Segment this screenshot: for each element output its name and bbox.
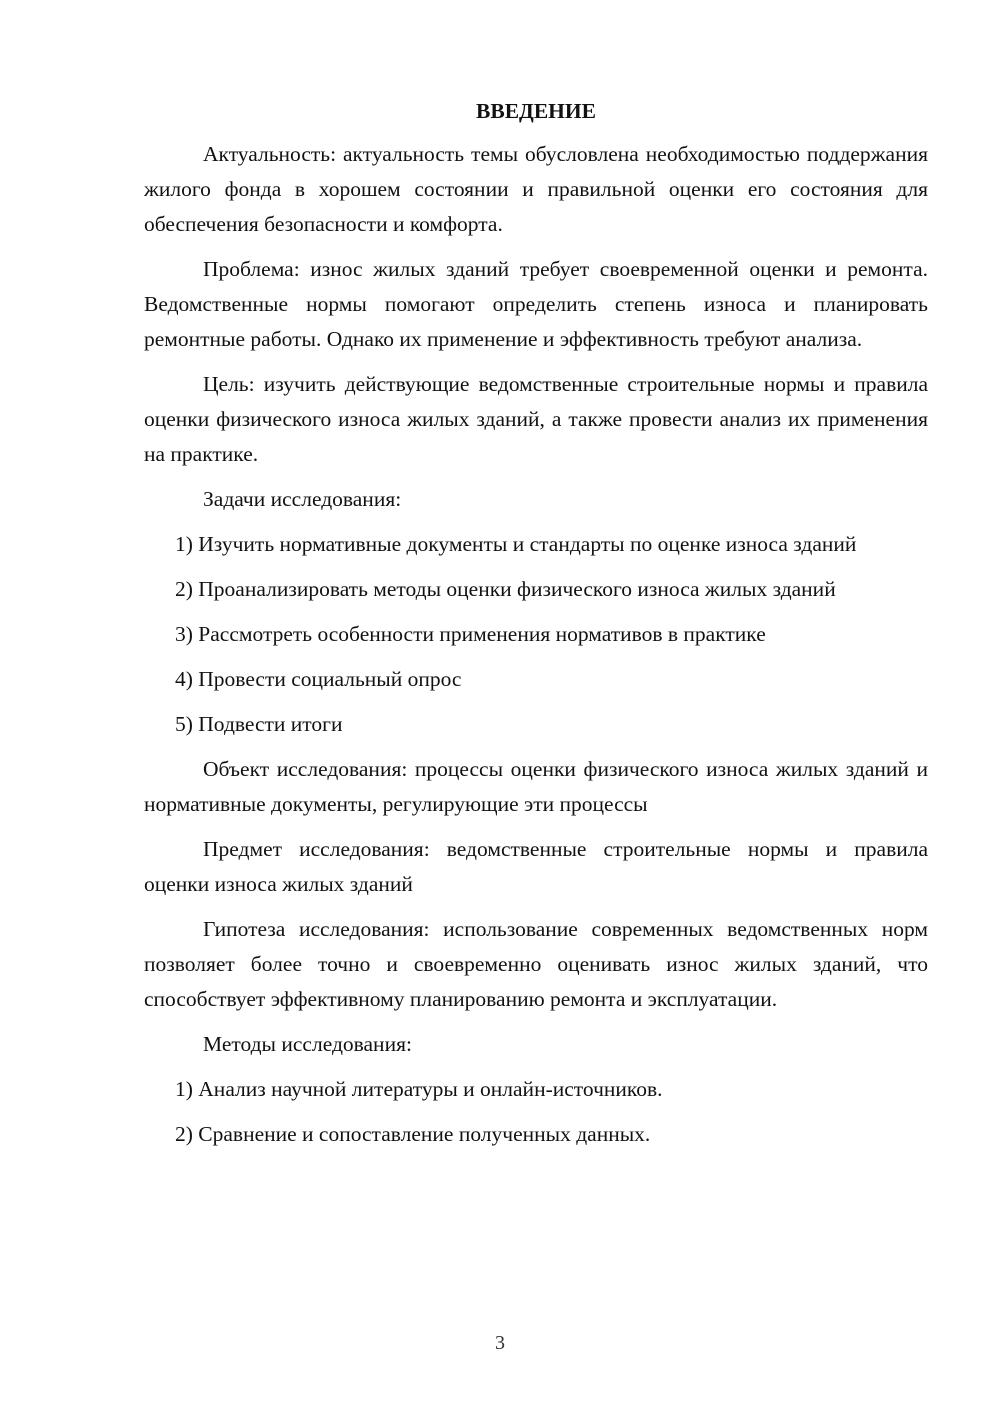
list-item: 2) Проанализировать методы оценки физического износа жилых зданий	[175, 577, 836, 601]
page-content	[144, 94, 928, 1162]
hypothesis-paragraph: Гипотеза исследования: использование современных ведомственных норм позволяет более точно и своевременно оценивать износ жилых зданий, что способствует эффективному планированию ремонта и эксплуатации.	[144, 917, 928, 1011]
list-item: 1) Изучить нормативные документы и стандарты по оценке износа зданий	[175, 532, 857, 556]
tasks-heading: Задачи исследования:	[203, 487, 402, 511]
list-item: 2) Сравнение и сопоставление полученных данных.	[175, 1122, 651, 1146]
methods-heading: Методы исследования:	[203, 1032, 412, 1056]
page-number: 3	[495, 1332, 505, 1354]
subject-paragraph: Предмет исследования: ведомственные строительные нормы и правила оценки износа жилых зданий	[144, 837, 928, 896]
list-item: 3) Рассмотреть особенности применения нормативов в практике	[175, 622, 766, 646]
object-paragraph: Объект исследования: процессы оценки физического износа жилых зданий и нормативные документы, регулирующие эти процессы	[144, 757, 928, 816]
section-title: ВВЕДЕНИЕ	[476, 99, 596, 123]
list-item: 5) Подвести итоги	[175, 712, 343, 736]
relevance-paragraph: Актуальность: актуальность темы обусловлена необходимостью поддержания жилого фонда в хорошем состоянии и правильной оценки его состояния для обеспечения безопасности и комфорта.	[144, 142, 928, 236]
list-item: 1) Анализ научной литературы и онлайн-источников.	[175, 1077, 663, 1101]
list-item: 4) Провести социальный опрос	[175, 667, 462, 691]
methods-list	[144, 1072, 928, 1152]
goal-paragraph: Цель: изучить действующие ведомственные строительные нормы и правила оценки физического износа жилых зданий, а также провести анализ их применения на практике.	[144, 372, 928, 466]
problem-paragraph: Проблема: износ жилых зданий требует своевременной оценки и ремонта. Ведомственные нормы помогают определить степень износа и планировать ремонтные работы. Однако их применение и эффективность требуют анализа.	[144, 257, 928, 351]
tasks-list	[144, 527, 928, 742]
